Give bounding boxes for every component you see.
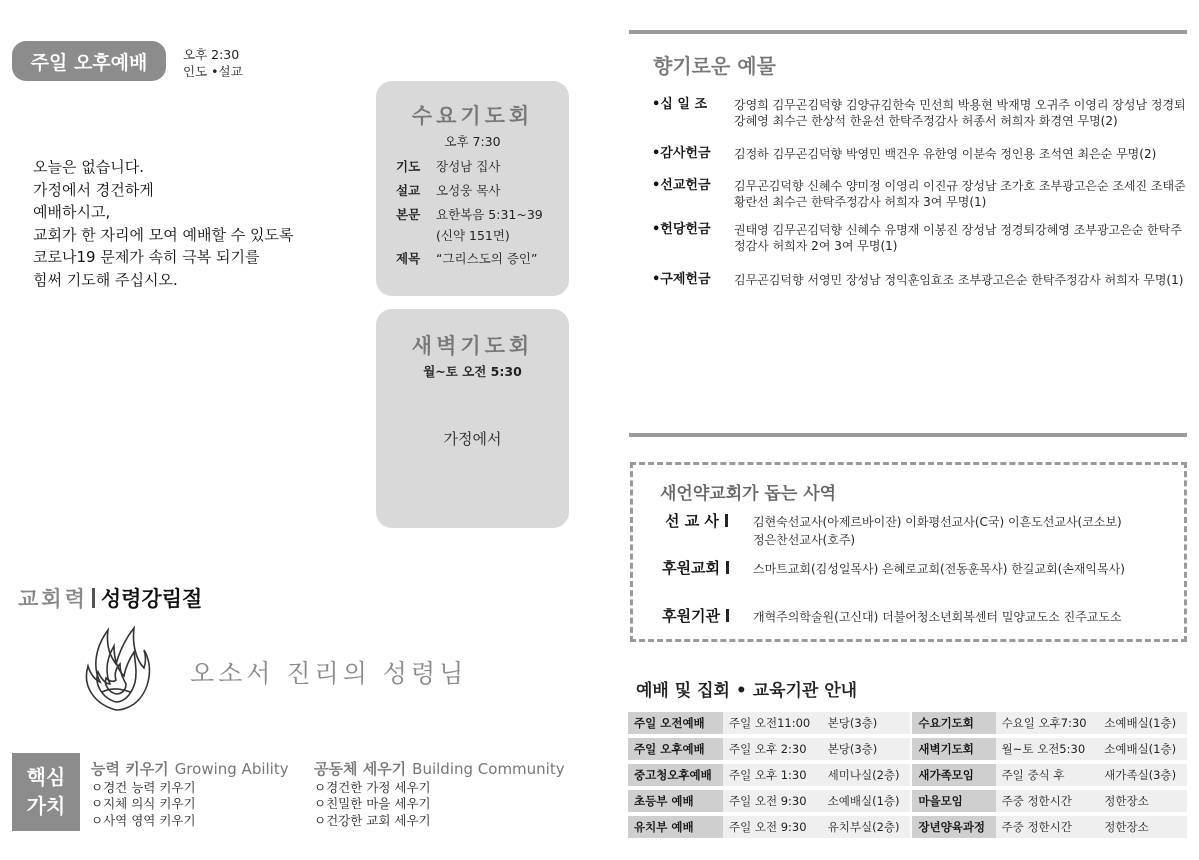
schedule-event-name: 새벽기도회: [912, 738, 995, 760]
head-en: Growing Ability: [174, 760, 289, 778]
wednesday-title: 수요기도회: [411, 104, 534, 128]
cancellation-notice: [33, 156, 293, 291]
schedule-place: 정한장소: [1098, 790, 1187, 812]
offering-row-thanks: [652, 146, 1187, 162]
offering-row-relief: [652, 272, 1187, 288]
schedule-time: 주일 중식 후: [996, 764, 1099, 786]
ministry-type: [662, 608, 729, 624]
schedule-row: [628, 816, 1187, 838]
schedule-place: 세미나실(2층): [822, 764, 911, 786]
offering-row-tithe: [652, 97, 1187, 129]
notice-line: 오늘은 없습니다.: [33, 158, 144, 176]
core-value-item: ㅇ사역 영역 키우기: [91, 812, 196, 828]
schedule-time: 주일 오전 9:30: [723, 790, 822, 812]
row-key: 본문: [396, 207, 421, 222]
ministry-names: 스마트교회(김성일목사) 은혜로교회(전동훈목사) 한길교회(손재익목사): [753, 562, 1125, 576]
ministry-row-missionaries: [665, 514, 1175, 548]
core-value-item: ㅇ건강한 교회 세우기: [314, 812, 431, 828]
ministries-title: 새언약교회가 돕는 사역: [660, 484, 837, 504]
schedule-event-name: 중고청오후예배: [628, 764, 723, 786]
offering-donors: 김정하 김무곤김덕향 박영민 백건우 유한영 이분숙 정인용 조석연 최은순 무명(2): [734, 147, 1157, 161]
row-value: 요한복음 5:31~39: [436, 207, 543, 222]
schedule-place: 소예배실(1층): [1098, 712, 1187, 734]
wednesday-row-prayer: [396, 157, 500, 175]
schedule-event-name: 새가족모임: [912, 764, 995, 786]
top-divider: [629, 30, 1187, 34]
dawn-place: 가정에서: [443, 430, 502, 448]
schedule-time: 월~토 오전5:30: [996, 738, 1099, 760]
schedule-row: [628, 738, 1187, 760]
schedule-place: 소예배실(1층): [1098, 738, 1187, 760]
schedule-time: 주중 정한시간: [996, 790, 1099, 812]
schedule-event-name: 주일 오후예배: [628, 738, 723, 760]
wednesday-row-sermon: [396, 181, 500, 199]
schedule-event-name: 유치부 예배: [628, 816, 723, 838]
dawn-prayer-box: [376, 309, 569, 528]
ministry-type: [665, 513, 728, 529]
core-values-col-head: [91, 761, 289, 778]
schedule-row: [628, 790, 1187, 812]
offering-donors: 강영희 김무곤김덕향 김양규김한숙 민선희 박용현 박재명 오귀주 이영리 장성남 정경퇴강혜영 최수근 한상석 한윤선 한탁주정감사 허종서 허희자 화경연 무명(2): [734, 98, 1186, 128]
offering-donors: 권태영 김무곤김덕향 신혜수 유명재 이봉진 장성남 정경퇴강혜영 조부광고은순 한탁주정감사 허희자 2여 3여 무명(1): [734, 223, 1182, 253]
schedule-time: 주일 오후 1:30: [723, 764, 822, 786]
dawn-title: 새벽기도회: [411, 334, 534, 358]
head-en: Building Community: [412, 760, 565, 778]
sunday-afternoon-service-label: 주일 오후예배: [30, 51, 148, 74]
core-values-label-1: 핵심: [26, 765, 66, 789]
schedule-table: [628, 708, 1187, 842]
notice-line: 가정에서 경건하게: [33, 180, 154, 199]
schedule-place: 소예배실(1층): [822, 790, 911, 812]
ministry-row-churches: [662, 561, 1175, 577]
offering-type: •감사헌금: [652, 146, 711, 161]
middle-divider: [629, 433, 1187, 437]
schedule-row: [628, 712, 1187, 734]
core-values-badge: [12, 753, 80, 831]
core-values-col-head: [314, 761, 565, 778]
schedule-place: 새가족실(3층): [1098, 764, 1187, 786]
wednesday-prayer-box: [376, 81, 569, 296]
offering-type: •헌당헌금: [652, 222, 711, 237]
dawn-time: 월~토 오전 5:30: [423, 364, 522, 379]
offering-donors: 김무곤김덕향 신혜수 양미정 이영리 이진규 장성남 조가호 조부광고은순 조세진 조태준황란선 최수근 한탁주정감사 허희자 3여 무명(1): [734, 179, 1186, 209]
row-value: 오성웅 목사: [436, 183, 501, 198]
schedule-place: 정한장소: [1098, 816, 1187, 838]
offering-row-building: [652, 222, 1187, 254]
holy-spirit-flame-dove-icon: [76, 622, 156, 714]
schedule-event-name: 초등부 예배: [628, 790, 723, 812]
wednesday-time: 오후 7:30: [444, 134, 501, 149]
core-value-item: ㅇ경건 능력 키우기: [91, 779, 196, 795]
schedule-event-name: 수요기도회: [912, 712, 995, 734]
wednesday-row-text: [396, 205, 543, 244]
offering-type: •선교헌금: [652, 178, 711, 193]
service-time: 오후 2:30: [183, 47, 240, 62]
schedule-time: 주일 오전11:00: [723, 712, 822, 734]
schedule-time: 주일 오전 9:30: [723, 816, 822, 838]
ministry-type: [662, 560, 729, 576]
church-calendar-label: 교회력: [18, 587, 88, 611]
divider: [725, 514, 728, 527]
notice-line: 교회가 한 자리에 모여 예배할 수 있도록: [33, 225, 294, 244]
sunday-afternoon-service-info: [183, 46, 243, 80]
offering-donors: 김무곤김덕향 서영민 장성남 정익훈임효조 조부광고은순 한탁주정감사 허희자 무명(1): [734, 273, 1184, 287]
core-values-building-community: [314, 761, 565, 829]
row-key: 설교: [396, 183, 421, 198]
schedule-time: 수요일 오후7:30: [996, 712, 1099, 734]
offering-row-mission: [652, 178, 1187, 210]
schedule-place: 본당(3층): [822, 738, 911, 760]
divider: [726, 609, 729, 622]
schedule-time: 주중 정한시간: [996, 816, 1099, 838]
schedule-place: 본당(3층): [822, 712, 911, 734]
core-value-item: ㅇ친밀한 마을 세우기: [314, 796, 431, 811]
church-calendar-heading: [18, 583, 202, 613]
offering-type: •십 일 조: [652, 97, 708, 112]
offerings-title: 향기로운 예물: [653, 54, 776, 78]
schedule-row: [628, 764, 1187, 786]
schedule-event-name: 마을모임: [912, 790, 995, 812]
church-calendar-title: 성령강림절: [100, 587, 203, 611]
row-value-2: (신약 151면): [436, 228, 510, 243]
head-ko: 공동체 세우기: [314, 760, 407, 778]
sunday-afternoon-service-badge: [12, 41, 166, 81]
ministry-type-label: 후원기관: [662, 607, 720, 625]
ministry-names-2: 정은찬선교사(호주): [753, 533, 856, 547]
core-value-item: ㅇ지체 의식 키우기: [91, 796, 196, 811]
schedule-event-name: 주일 오전예배: [628, 712, 723, 734]
offering-type: •구제헌금: [652, 272, 711, 287]
row-key: 제목: [396, 251, 421, 266]
divider: [726, 561, 729, 574]
core-values-label-2: 가치: [26, 794, 66, 818]
wednesday-row-title: [396, 249, 537, 267]
schedule-title: 예배 및 집회 • 교육기관 안내: [636, 681, 858, 701]
core-value-item: ㅇ경건한 가정 세우기: [314, 779, 431, 795]
divider: [92, 588, 95, 608]
ministry-row-institutions: [662, 609, 1175, 625]
schedule-event-name: 장년양육과정: [912, 816, 995, 838]
notice-line: 힘써 기도해 주십시오.: [33, 270, 178, 289]
row-value: 장성남 집사: [436, 159, 501, 174]
row-key: 기도: [396, 159, 421, 174]
schedule-place: 유치부실(2층): [822, 816, 911, 838]
service-lead: 인도 •설교: [183, 64, 243, 79]
ministry-names: 개혁주의학술원(고신대) 더불어청소년회복센터 밀양교도소 진주교도소: [753, 610, 1122, 624]
notice-line: 코로나19 문제가 속히 극복 되기를: [33, 248, 260, 266]
core-values-growing-ability: [91, 761, 289, 829]
ministry-type-label: 후원교회: [662, 559, 720, 577]
ministry-type-label: 선 교 사: [665, 512, 719, 530]
church-calendar-subtitle: 오소서 진리의 성령님: [190, 659, 468, 688]
head-ko: 능력 키우기: [91, 760, 169, 778]
schedule-time: 주일 오후 2:30: [723, 738, 822, 760]
row-value: “그리스도의 증인”: [436, 251, 538, 266]
ministry-names: 김현숙선교사(아제르바이잔) 이화평선교사(C국) 이흔도선교사(코소보): [753, 515, 1122, 529]
notice-line: 예배하시고,: [33, 203, 111, 221]
